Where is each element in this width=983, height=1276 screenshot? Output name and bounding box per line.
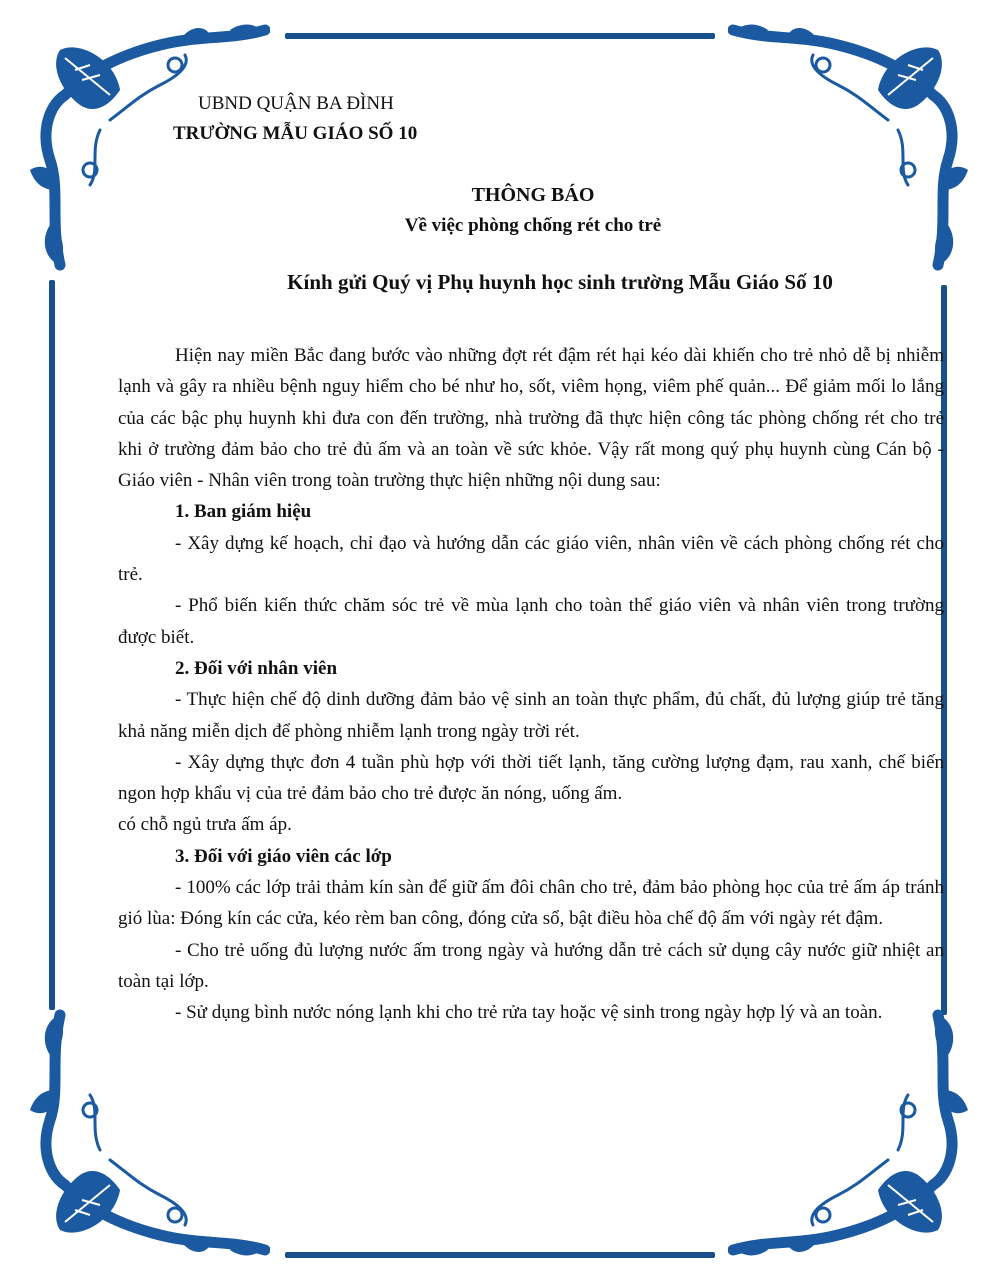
border-top-bar [285, 33, 715, 39]
section-item: - 100% các lớp trải thảm kín sàn để giữ ấm đôi chân cho trẻ, đảm bảo phòng học của trẻ ấm áp tránh gió lùa: Đóng kín các cửa, kéo rèm ban công, đóng cửa sổ, bật điều hòa chế độ ấm với ngày rét đậm. [118, 877, 944, 930]
intro-paragraph: Hiện nay miền Bắc đang bước vào những đợt rét đậm rét hại kéo dài khiến cho trẻ nhỏ dễ bị nhiễm lạnh và gây ra nhiều bệnh nguy hiểm cho bé như ho, sốt, viêm họng, viêm phế quản... Để giảm mối lo lắng của các bậc phụ huynh khi đưa con đến trường, nhà trường đã thực hiện công tác phòng chống rét cho trẻ khi ở trường đảm bảo cho trẻ đủ ấm và an toàn về sức khỏe. Vậy rất mong quý phụ huynh cùng Cán bộ - Giáo viên - Nhân viên trong toàn trường thực hiện những nội dung sau: [118, 345, 944, 492]
school-name: TRƯỜNG MẪU GIÁO SỐ 10 [173, 123, 418, 144]
section-item: - Thực hiện chế độ dinh dưỡng đảm bảo vệ sinh an toàn thực phẩm, đủ chất, đủ lượng giúp trẻ tăng khả năng miễn dịch để phòng nhiễm lạnh trong ngày trời rét. [118, 689, 944, 742]
ornament-icon [728, 10, 978, 280]
section-item: - Sử dụng bình nước nóng lạnh khi cho trẻ rửa tay hoặc vệ sinh trong ngày hợp lý và an toàn. [175, 1002, 883, 1024]
section-heading-staff: 2. Đối với nhân viên [175, 657, 338, 679]
corner-ornament-bottom-right [728, 1000, 978, 1270]
section-trailing-line: có chỗ ngủ trưa ấm áp. [118, 814, 292, 836]
notice-title: THÔNG BÁO [471, 184, 595, 206]
section-item: - Cho trẻ uống đủ lượng nước ấm trong ngày và hướng dẫn trẻ cách sử dụng cây nước giữ nhiệt an toàn tại lớp. [118, 939, 944, 992]
corner-ornament-top-right [728, 10, 978, 280]
ornament-icon [20, 1000, 270, 1270]
corner-ornament-top-left [20, 10, 270, 280]
section-item: - Xây dựng thực đơn 4 tuần phù hợp với thời tiết lạnh, tăng cường lượng đạm, rau xanh, chế biến ngon hợp khẩu vị của trẻ đảm bảo cho trẻ được ăn nóng, uống ấm. [118, 751, 944, 805]
section-item: - Xây dựng kế hoạch, chỉ đạo và hướng dẫn các giáo viên, nhân viên về cách phòng chống rét cho trẻ. [118, 532, 944, 586]
section-heading-board: 1. Ban giám hiệu [175, 501, 312, 523]
border-left-bar [49, 280, 55, 1010]
section-heading-teachers: 3. Đối với giáo viên các lớp [175, 845, 392, 867]
issuing-authority: UBND QUẬN BA ĐÌNH [198, 93, 394, 114]
section-item: - Phổ biến kiến thức chăm sóc trẻ về mùa lạnh cho toàn thể giáo viên và nhân viên trong trường được biết. [118, 595, 944, 648]
notice-subtitle: Về việc phòng chống rét cho trẻ [404, 215, 662, 236]
notice-body [118, 340, 944, 1029]
ornament-icon [728, 1000, 978, 1270]
corner-ornament-bottom-left [20, 1000, 270, 1270]
border-bottom-bar [285, 1252, 715, 1258]
greeting-line: Kính gửi Quý vị Phụ huynh học sinh trường Mẫu Giáo Số 10 [287, 270, 833, 294]
ornament-icon [20, 10, 270, 280]
